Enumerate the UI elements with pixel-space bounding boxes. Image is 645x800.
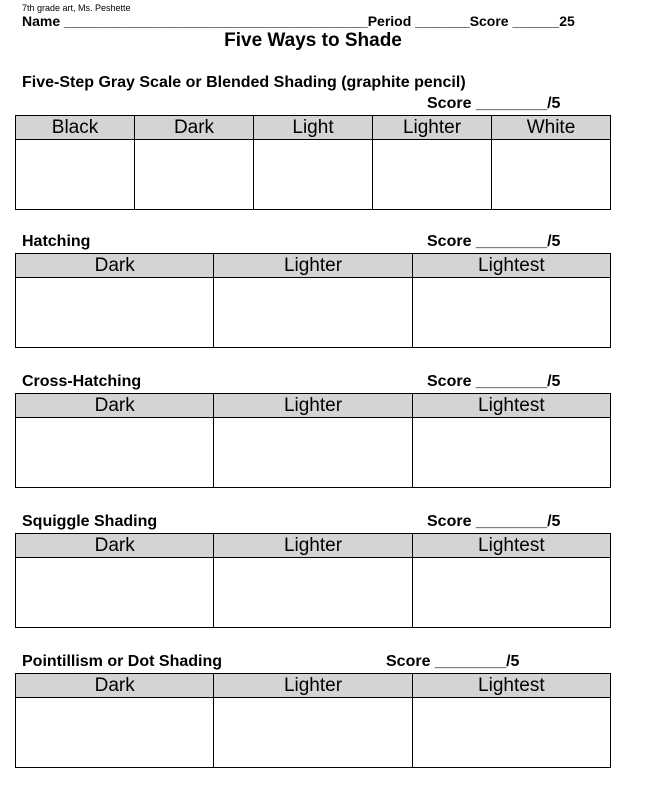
- section-title-gray-scale: Five-Step Gray Scale or Blended Shading (graphite pencil): [22, 74, 466, 91]
- score-label: Score: [469, 13, 513, 29]
- column-header: Lightest: [412, 394, 610, 418]
- hatching-table: [15, 253, 611, 348]
- course-label: 7th grade art, Ms. Peshette: [22, 3, 131, 13]
- column-header: Lighter: [214, 674, 412, 698]
- gray-scale-table: [15, 115, 611, 210]
- drawing-cell[interactable]: [214, 558, 412, 628]
- column-header: Lighter: [214, 254, 412, 278]
- drawing-cell[interactable]: [214, 278, 412, 348]
- column-header: Lighter: [373, 116, 492, 140]
- column-header: Dark: [135, 116, 254, 140]
- score-total: 25: [559, 13, 575, 29]
- column-header: Dark: [16, 674, 214, 698]
- column-header: Lighter: [214, 394, 412, 418]
- drawing-cell[interactable]: [492, 140, 611, 210]
- section-title-squiggle: Squiggle Shading: [22, 513, 158, 530]
- drawing-cell[interactable]: [16, 558, 214, 628]
- name-field[interactable]: _______________________________________: [64, 13, 368, 29]
- drawing-cell[interactable]: [16, 698, 214, 768]
- drawing-cell[interactable]: [214, 698, 412, 768]
- drawing-cell[interactable]: [16, 418, 214, 488]
- period-field[interactable]: _______: [415, 13, 470, 29]
- column-header: Lightest: [412, 254, 610, 278]
- section-title-hatching: Hatching: [22, 233, 91, 250]
- drawing-cell[interactable]: [16, 278, 214, 348]
- drawing-cell[interactable]: [373, 140, 492, 210]
- drawing-cell[interactable]: [135, 140, 254, 210]
- column-header: Lighter: [214, 534, 412, 558]
- column-header: Lightest: [412, 674, 610, 698]
- header-line: [22, 13, 575, 29]
- drawing-cell[interactable]: [412, 698, 610, 768]
- column-header: Dark: [16, 534, 214, 558]
- column-header: Lightest: [412, 534, 610, 558]
- pointillism-table: [15, 673, 611, 768]
- column-header: Dark: [16, 394, 214, 418]
- drawing-cell[interactable]: [16, 140, 135, 210]
- drawing-cell[interactable]: [254, 140, 373, 210]
- page-title: Five Ways to Shade: [224, 30, 402, 51]
- drawing-cell[interactable]: [412, 418, 610, 488]
- section-title-pointillism: Pointillism or Dot Shading: [22, 653, 222, 670]
- drawing-cell[interactable]: [214, 418, 412, 488]
- score-field[interactable]: ______: [512, 13, 560, 29]
- section-score-hatching[interactable]: Score ________/5: [427, 233, 561, 250]
- name-label: Name: [22, 13, 65, 29]
- column-header: Light: [254, 116, 373, 140]
- cross-hatching-table: [15, 393, 611, 488]
- section-title-cross-hatching: Cross-Hatching: [22, 373, 142, 390]
- column-header: Dark: [16, 254, 214, 278]
- column-header: Black: [16, 116, 135, 140]
- drawing-cell[interactable]: [412, 558, 610, 628]
- section-score-squiggle[interactable]: Score ________/5: [427, 513, 561, 530]
- section-score-gray-scale[interactable]: Score ________/5: [427, 95, 561, 112]
- column-header: White: [492, 116, 611, 140]
- drawing-cell[interactable]: [412, 278, 610, 348]
- section-score-cross-hatching[interactable]: Score ________/5: [427, 373, 561, 390]
- section-score-pointillism[interactable]: Score ________/5: [386, 653, 520, 670]
- squiggle-table: [15, 533, 611, 628]
- period-label: Period: [367, 13, 416, 29]
